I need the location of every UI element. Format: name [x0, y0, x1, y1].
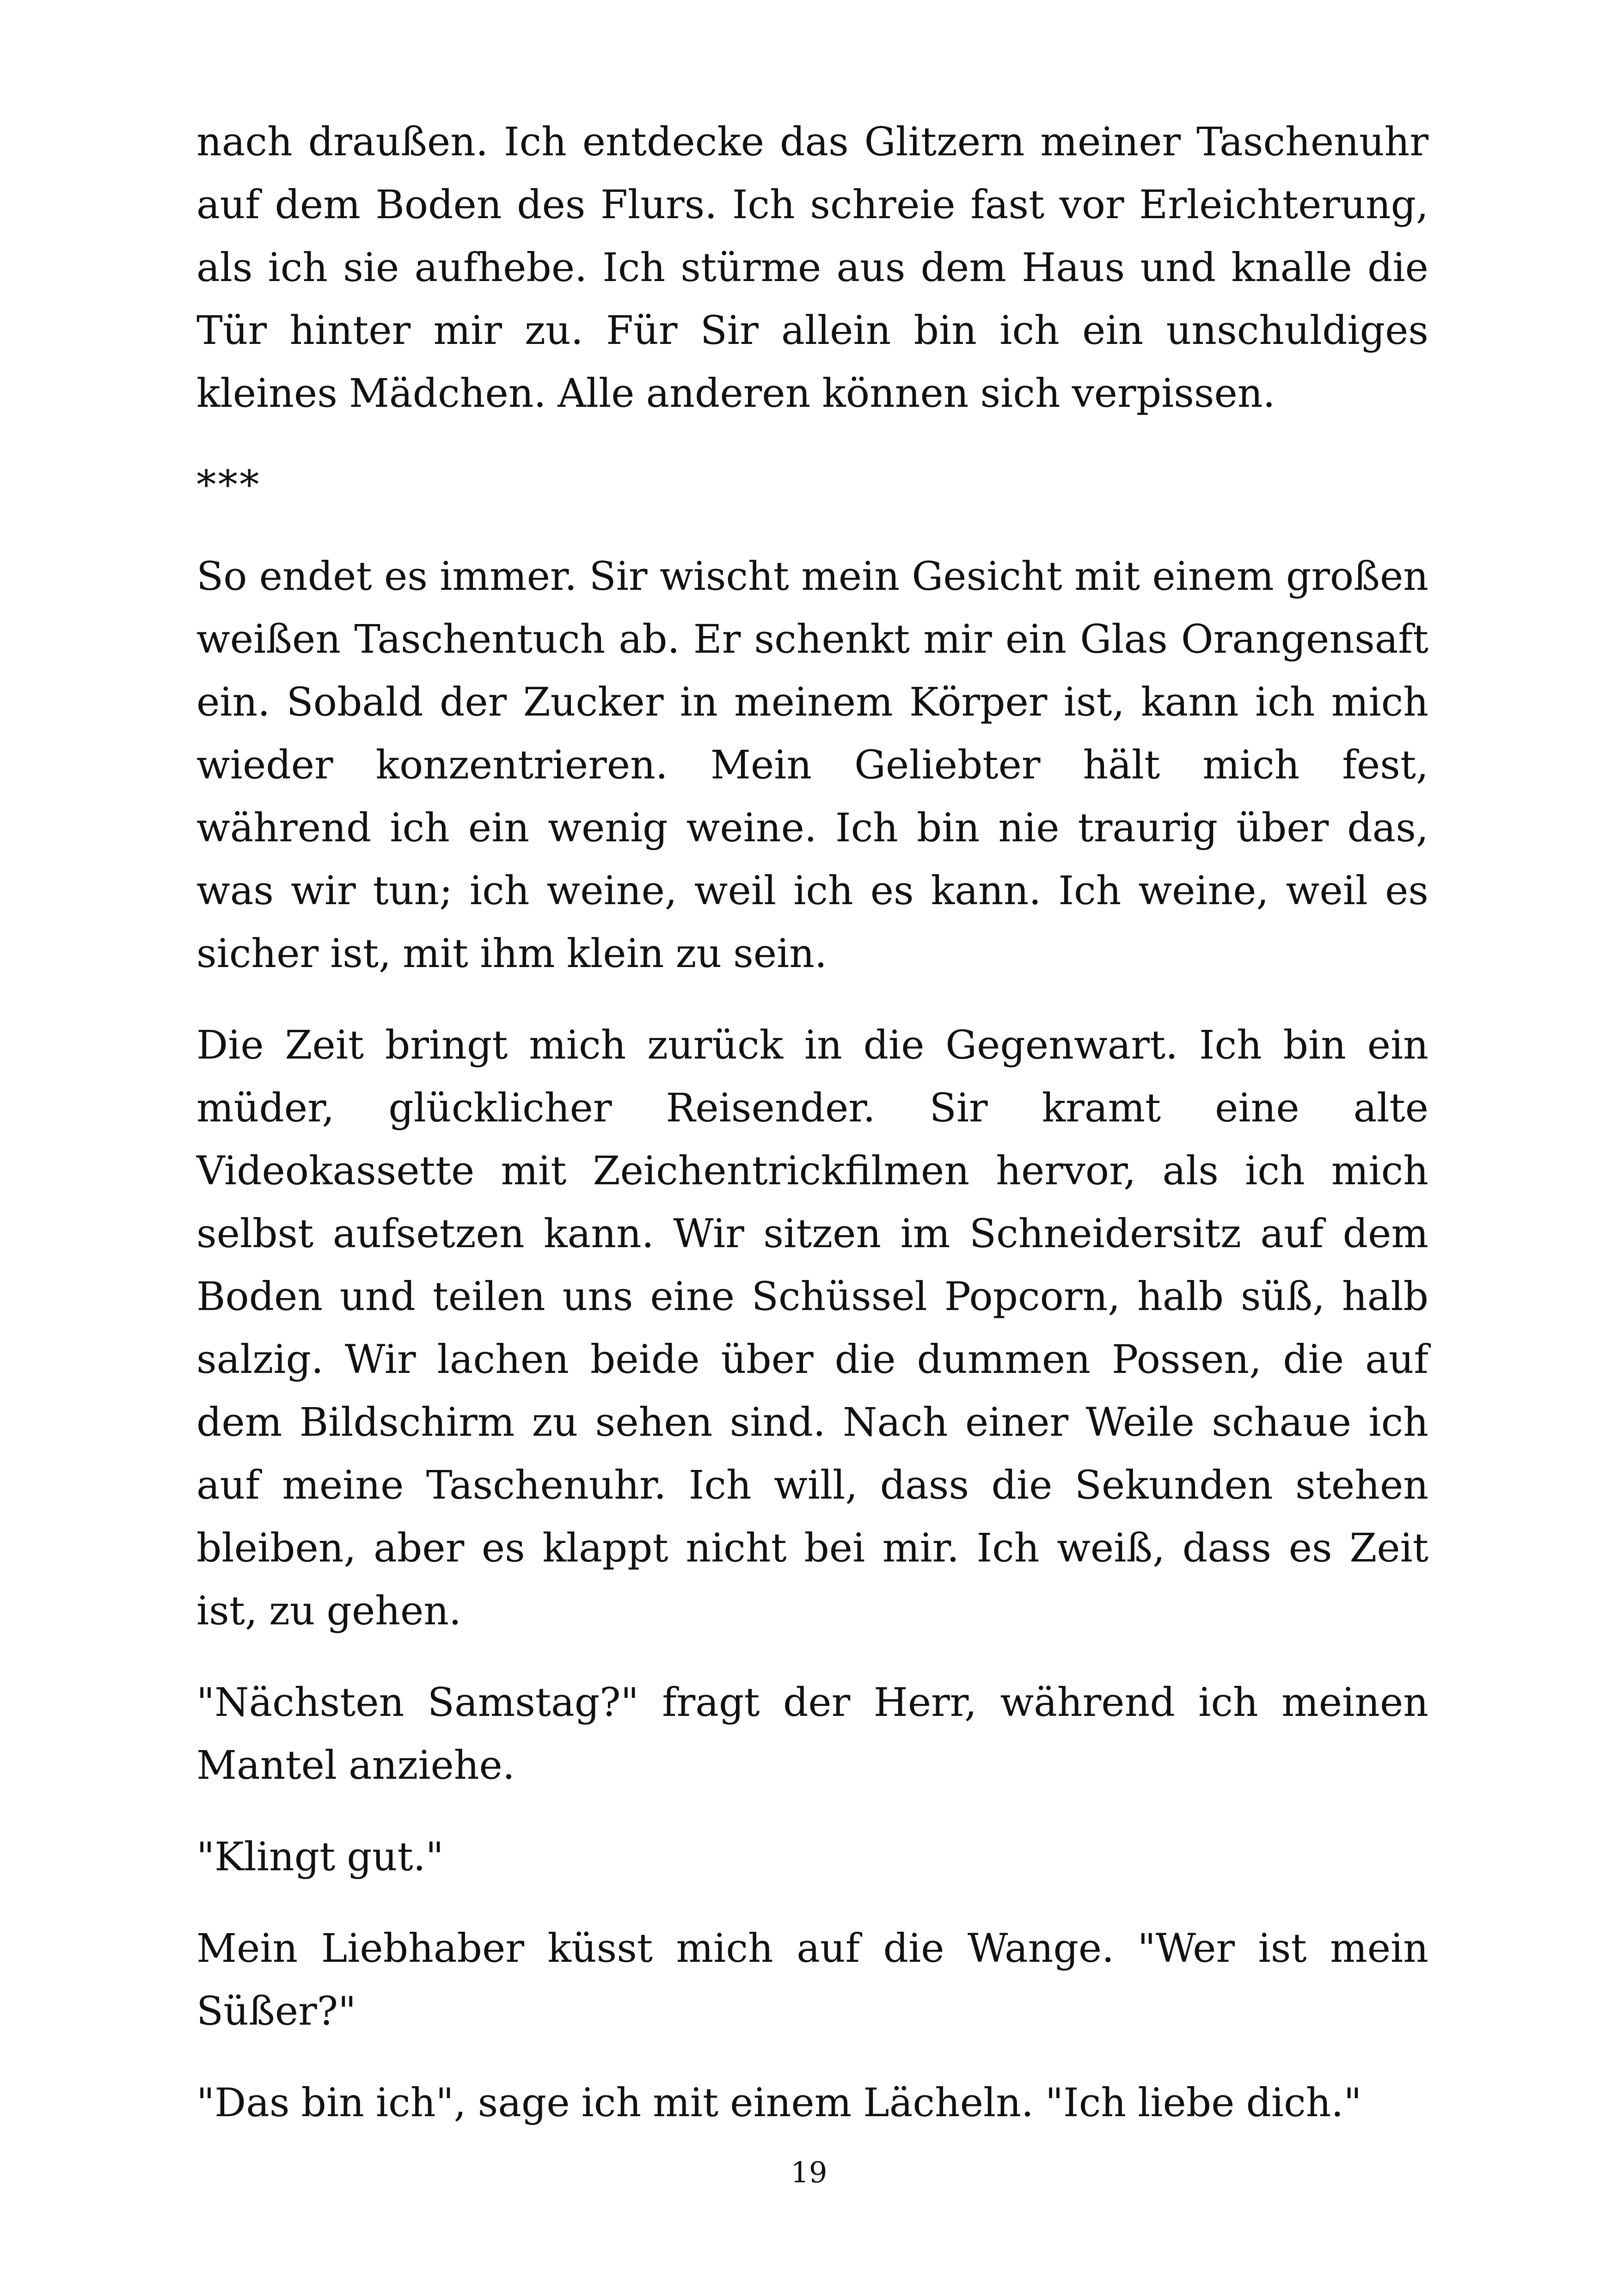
- paragraph-7: "Das bin ich", sage ich mit einem Lächeln. "Ich liebe dich.": [196, 2080, 1362, 2126]
- paragraph-3: Die Zeit bringt mich zurück in die Gegenwart. Ich bin ein müder, glücklicher Reisender. Sir kramt eine alte Videokassette mit Zeichentrickfilmen hervor, als ich mich selbst aufsetzen kann. Wir sitzen im Schneidersitz auf dem Boden und teilen uns eine Schüssel Popcorn, halb süß, halb salzig. Wir lachen beide über die dummen Possen, die auf dem Bildschirm zu sehen sind. Nach einer Weile schaue ich auf meine Taschenuhr. Ich will, dass die Sekunden stehen bleiben, aber es klappt nicht bei mir. Ich weiß, dass es Zeit ist, zu gehen.: [196, 1022, 1428, 1634]
- page-number: 19: [791, 2155, 827, 2189]
- paragraph-2: So endet es immer. Sir wischt mein Gesicht mit einem großen weißen Taschentuch ab. Er schenkt mir ein Glas Orangensaft ein. Sobald der Zucker in meinem Körper ist, kann ich mich wieder konzentrieren. Mein Geliebter hält mich fest, während ich ein wenig weine. Ich bin nie traurig über das, was wir tun; ich weine, weil ich es kann. Ich weine, weil es sicher ist, mit ihm klein zu sein.: [196, 554, 1428, 977]
- paragraph-6: Mein Liebhaber küsst mich auf die Wange. "Wer ist mein Süßer?": [196, 1926, 1428, 2034]
- body-text: [196, 111, 1428, 2163]
- paragraph-1: nach draußen. Ich entdecke das Glitzern meiner Taschenuhr auf dem Boden des Flurs. Ich schreie fast vor Erleichterung, als ich sie aufhebe. Ich stürme aus dem Haus und knalle die Tür hinter mir zu. Für Sir allein bin ich ein unschuldiges kleines Mädchen. Alle anderen können sich verpissen.: [196, 119, 1428, 416]
- section-separator: ***: [196, 462, 261, 508]
- paragraph-4: "Nächsten Samstag?" fragt der Herr, während ich meinen Mantel anziehe.: [196, 1680, 1428, 1788]
- paragraph-5: "Klingt gut.": [196, 1834, 444, 1880]
